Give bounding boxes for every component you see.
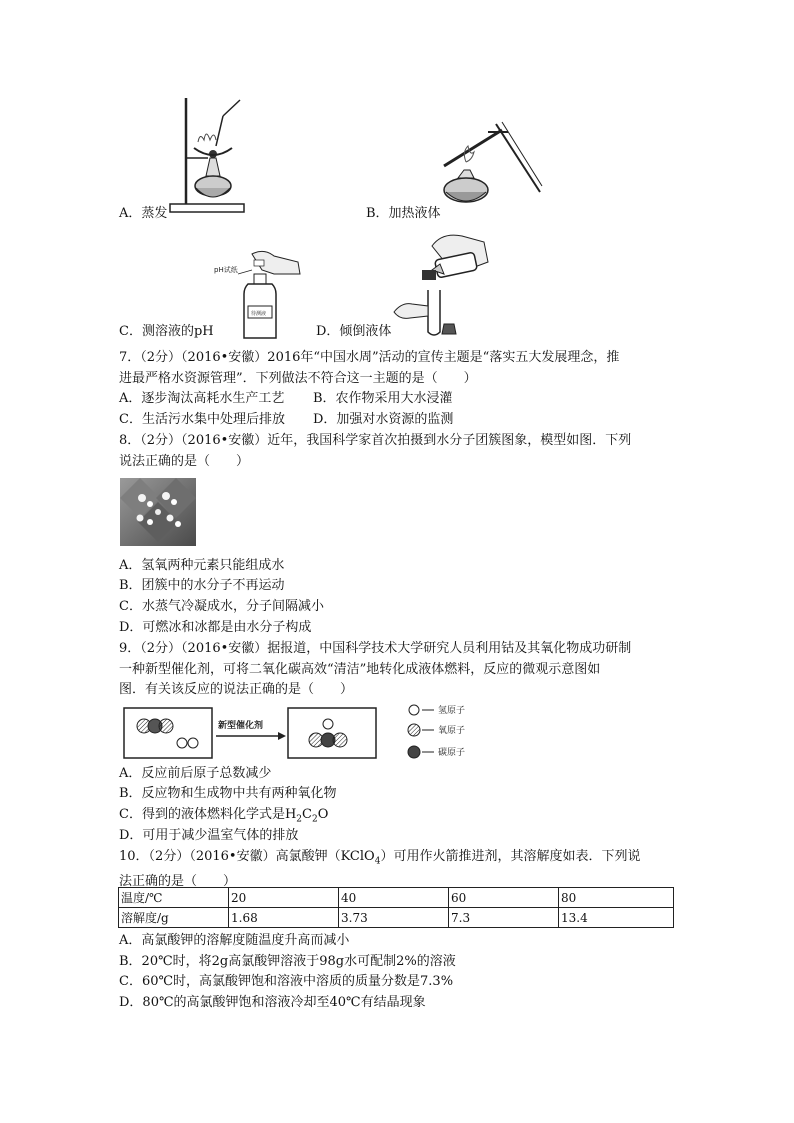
table-row [119, 908, 674, 928]
oxygen-atom [159, 719, 173, 733]
table-cell: 13.4 [559, 908, 674, 928]
product-box [288, 708, 376, 758]
heating-liquid-image [436, 118, 544, 210]
q7-options-row-2 [119, 410, 454, 430]
q7-option-c: C．生活污水集中处理后排放 [119, 412, 285, 427]
table-cell: 7.3 [449, 908, 559, 928]
reaction-diagram [120, 702, 520, 764]
bottle-label: 待测液 [251, 311, 267, 317]
legend-oxygen-label: 氧原子 [438, 726, 466, 736]
q6-option-d: D．倾倒液体 [316, 324, 392, 339]
q9-option-a: A．反应前后原子总数减少 [119, 766, 272, 781]
table-cell: 溶解度/g [119, 908, 229, 928]
table-cell: 1.68 [229, 908, 339, 928]
table-cell: 3.73 [339, 908, 449, 928]
q10-option-a: A．高氯酸钾的溶解度随温度升高而减小 [119, 933, 350, 948]
table-cell: 60 [449, 888, 559, 908]
q10-stem-line-2: 法正确的是（ ） [119, 874, 237, 890]
q10-option-d: D．80℃的高氯酸钾饱和溶液冷却至40℃有结晶现象 [119, 995, 426, 1010]
solubility-table [118, 887, 674, 928]
table-cell: 40 [339, 888, 449, 908]
legend-hydrogen-icon [409, 705, 419, 715]
table-cell: 20 [229, 888, 339, 908]
q7-option-a: A．逐步淘汰高耗水生产工艺 [119, 391, 285, 406]
q10-option-c: C．60℃时，高氯酸钾饱和溶液中溶质的质量分数是7.3% [119, 974, 454, 989]
q9-stem-line-1: 9．（2分）（2016•安徽）据报道，中国科学技术大学研究人员利用钴及其氧化物成功研制 [119, 641, 632, 656]
q8-stem-line-1: 8．（2分）（2016•安徽）近年，我国科学家首次拍摄到水分子团簇图象，模型如图．下列 [119, 433, 632, 448]
q7-option-d: D．加强对水资源的监测 [313, 412, 454, 427]
arrow-icon [278, 732, 286, 740]
evaporation-apparatus-image [168, 96, 246, 216]
legend-hydrogen-label: 氢原子 [438, 706, 466, 716]
q7-option-b: B．农作物采用大水浸灌 [313, 391, 453, 406]
ph-test-image [214, 246, 306, 342]
hydrogen-atom [177, 738, 187, 748]
q10-stem-line-1: 10．（2分）（2016•安徽）高氯酸钾（KClO$_4$）可用作火箭推进剂，其溶解度如表．下列说 [119, 849, 641, 867]
q9-option-c: C．得到的液体燃料化学式是$H_2C_2O$ [119, 807, 329, 825]
q9-stem-line-2: 一种新型催化剂，可将二氧化碳高效“清洁”地转化成液体燃料，反应的微观示意图如 [119, 661, 601, 677]
q9-stem [119, 639, 679, 701]
q9-option-d: D．可用于减少温室气体的排放 [119, 828, 299, 843]
q9-stem-line-3: 图．有关该反应的说法正确的是（ ） [119, 682, 354, 697]
q10-stem [119, 847, 679, 893]
catalyst-label: 新型催化剂 [218, 721, 264, 731]
hydrogen-atom [323, 719, 333, 729]
q7-stem-line-2: 进最严格水资源管理”．下列做法不符合这一主题的是（ ） [119, 370, 477, 386]
q9-option-b: B．反应物和生成物中共有两种氧化物 [119, 786, 337, 801]
q7-stem-line-1: 7．（2分）（2016•安徽）2016年“中国水周”活动的宣传主题是“落实五大发展理念，推 [119, 350, 620, 365]
q8-option-c: C．水蒸气冷凝成水，分子间隔减小 [119, 599, 324, 614]
table-row [119, 888, 674, 908]
q6-option-c: C．测溶液的pH [119, 324, 214, 339]
q10-option-b: B．20℃时，将2g高氯酸钾溶液于98g水可配制2%的溶液 [119, 954, 456, 969]
q8-option-d: D．可燃冰和冰都是由水分子构成 [119, 620, 312, 635]
legend-carbon-icon [408, 746, 420, 758]
ph-paper-label: pH试纸 [214, 266, 238, 274]
pouring-liquid-image [392, 228, 492, 338]
q6-option-a: A．蒸发 [119, 206, 168, 221]
q8-stem-line-2: 说法正确的是（ ） [119, 453, 250, 469]
legend-carbon-label: 碳原子 [438, 748, 466, 758]
q8-option-b: B．团簇中的水分子不再运动 [119, 578, 285, 593]
table-cell: 80 [559, 888, 674, 908]
q7-stem [119, 348, 679, 389]
hydrogen-atom [188, 738, 198, 748]
table-cell: 温度/℃ [119, 888, 229, 908]
oxygen-atom [333, 733, 347, 747]
water-cluster-image [120, 478, 196, 546]
q8-stem [119, 431, 679, 472]
q8-option-a: A．氢氧两种元素只能组成水 [119, 558, 285, 573]
legend-oxygen-icon [408, 724, 420, 736]
q6-option-b: B．加热液体 [366, 206, 441, 221]
q7-options-row-1 [119, 389, 453, 409]
